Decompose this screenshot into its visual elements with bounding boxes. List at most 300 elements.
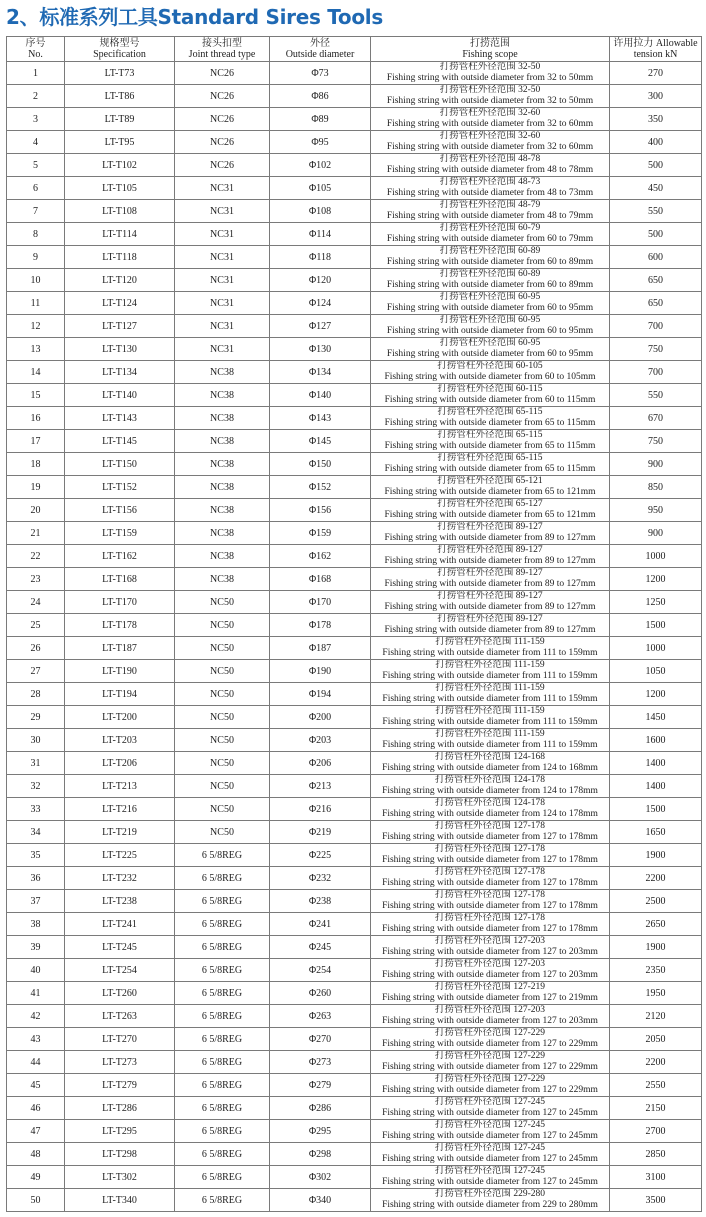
- scope-en: Fishing string with outside diameter from 127 to 203mm: [382, 970, 598, 980]
- cell-outside-diameter: Φ295: [270, 1120, 371, 1143]
- cell-specification: LT-T200: [65, 706, 175, 729]
- scope-zh: 打捞管柱外径范围 127-245: [434, 1166, 546, 1176]
- scope-zh: 打捞管柱外径范围 111-159: [435, 729, 545, 739]
- cell-outside-diameter: Φ187: [270, 637, 371, 660]
- cell-allowable-tension: 300: [610, 85, 702, 108]
- cell-outside-diameter: Φ213: [270, 775, 371, 798]
- cell-no: 9: [7, 246, 65, 269]
- scope-en: Fishing string with outside diameter from 127 to 203mm: [382, 1016, 598, 1026]
- table-row: [7, 752, 702, 775]
- cell-fishing-scope: [371, 913, 610, 936]
- cell-joint-thread: 6 5/8REG: [175, 1120, 270, 1143]
- cell-specification: LT-T118: [65, 246, 175, 269]
- cell-no: 46: [7, 1097, 65, 1120]
- table-row: [7, 798, 702, 821]
- cell-fishing-scope: [371, 223, 610, 246]
- cell-no: 17: [7, 430, 65, 453]
- cell-allowable-tension: 1000: [610, 637, 702, 660]
- cell-joint-thread: 6 5/8REG: [175, 959, 270, 982]
- scope-zh: 打捞管柱外径范围 48-78: [439, 154, 541, 164]
- cell-allowable-tension: 3100: [610, 1166, 702, 1189]
- cell-fishing-scope: [371, 1166, 610, 1189]
- table-row: [7, 729, 702, 752]
- cell-fishing-scope: [371, 1005, 610, 1028]
- cell-allowable-tension: 1500: [610, 614, 702, 637]
- cell-outside-diameter: Φ340: [270, 1189, 371, 1212]
- cell-fishing-scope: [371, 269, 610, 292]
- cell-allowable-tension: 1500: [610, 798, 702, 821]
- scope-en: Fishing string with outside diameter from 89 to 127mm: [384, 602, 596, 612]
- cell-joint-thread: NC38: [175, 384, 270, 407]
- cell-fishing-scope: [371, 1143, 610, 1166]
- cell-specification: LT-T216: [65, 798, 175, 821]
- scope-en: Fishing string with outside diameter from 229 to 280mm: [382, 1200, 598, 1210]
- cell-no: 4: [7, 131, 65, 154]
- cell-outside-diameter: Φ170: [270, 591, 371, 614]
- cell-allowable-tension: 900: [610, 453, 702, 476]
- table-header-row: [7, 37, 702, 62]
- table-row: [7, 913, 702, 936]
- table-row: [7, 200, 702, 223]
- cell-specification: LT-T298: [65, 1143, 175, 1166]
- cell-outside-diameter: Φ114: [270, 223, 371, 246]
- scope-en: Fishing string with outside diameter from 127 to 178mm: [382, 924, 598, 934]
- cell-joint-thread: NC50: [175, 775, 270, 798]
- cell-specification: LT-T270: [65, 1028, 175, 1051]
- cell-allowable-tension: 950: [610, 499, 702, 522]
- cell-allowable-tension: 750: [610, 338, 702, 361]
- scope-zh: 打捞管柱外径范围 127-229: [434, 1074, 546, 1084]
- cell-no: 3: [7, 108, 65, 131]
- cell-specification: LT-T170: [65, 591, 175, 614]
- cell-fishing-scope: [371, 154, 610, 177]
- cell-specification: LT-T254: [65, 959, 175, 982]
- cell-allowable-tension: 750: [610, 430, 702, 453]
- cell-outside-diameter: Φ178: [270, 614, 371, 637]
- cell-outside-diameter: Φ302: [270, 1166, 371, 1189]
- cell-outside-diameter: Φ73: [270, 62, 371, 85]
- cell-outside-diameter: Φ140: [270, 384, 371, 407]
- scope-en: Fishing string with outside diameter from 65 to 115mm: [384, 441, 596, 451]
- cell-no: 48: [7, 1143, 65, 1166]
- table-row: [7, 154, 702, 177]
- cell-fishing-scope: [371, 545, 610, 568]
- scope-zh: 打捞管柱外径范围 111-159: [435, 660, 545, 670]
- scope-en: Fishing string with outside diameter from 48 to 78mm: [386, 165, 594, 175]
- scope-zh: 打捞管柱外径范围 111-159: [435, 637, 545, 647]
- cell-joint-thread: NC38: [175, 545, 270, 568]
- scope-zh: 打捞管柱外径范围 48-73: [439, 177, 541, 187]
- cell-outside-diameter: Φ127: [270, 315, 371, 338]
- cell-joint-thread: NC26: [175, 108, 270, 131]
- cell-fishing-scope: [371, 591, 610, 614]
- cell-outside-diameter: Φ219: [270, 821, 371, 844]
- cell-allowable-tension: 1050: [610, 660, 702, 683]
- cell-outside-diameter: Φ225: [270, 844, 371, 867]
- scope-en: Fishing string with outside diameter from 32 to 50mm: [386, 73, 594, 83]
- cell-no: 45: [7, 1074, 65, 1097]
- scope-zh: 打捞管柱外径范围 127-178: [434, 867, 546, 877]
- cell-no: 11: [7, 292, 65, 315]
- cell-fishing-scope: [371, 315, 610, 338]
- scope-en: Fishing string with outside diameter from 65 to 115mm: [384, 464, 596, 474]
- cell-outside-diameter: Φ241: [270, 913, 371, 936]
- table-row: [7, 315, 702, 338]
- scope-zh: 打捞管柱外径范围 89-127: [437, 522, 543, 532]
- cell-joint-thread: NC38: [175, 453, 270, 476]
- table-row: [7, 430, 702, 453]
- scope-zh: 打捞管柱外径范围 111-159: [435, 706, 545, 716]
- cell-specification: LT-T127: [65, 315, 175, 338]
- cell-no: 22: [7, 545, 65, 568]
- cell-fishing-scope: [371, 85, 610, 108]
- cell-no: 26: [7, 637, 65, 660]
- scope-en: Fishing string with outside diameter from 65 to 121mm: [384, 487, 596, 497]
- scope-zh: 打捞管柱外径范围 60-95: [439, 292, 541, 302]
- cell-specification: LT-T286: [65, 1097, 175, 1120]
- table-row: [7, 1189, 702, 1212]
- cell-allowable-tension: 450: [610, 177, 702, 200]
- table-row: [7, 1120, 702, 1143]
- scope-en: Fishing string with outside diameter from 127 to 245mm: [382, 1131, 598, 1141]
- cell-joint-thread: NC50: [175, 752, 270, 775]
- scope-en: Fishing string with outside diameter from 111 to 159mm: [382, 648, 598, 658]
- cell-specification: LT-T145: [65, 430, 175, 453]
- cell-allowable-tension: 2150: [610, 1097, 702, 1120]
- cell-specification: LT-T194: [65, 683, 175, 706]
- header-allowable-tension: 许用拉力 Allowable tension kN: [610, 37, 702, 62]
- header-joint-thread: 接头扣型 Joint thread type: [175, 37, 270, 62]
- scope-zh: 打捞管柱外径范围 127-203: [434, 1005, 546, 1015]
- cell-outside-diameter: Φ206: [270, 752, 371, 775]
- scope-en: Fishing string with outside diameter from 111 to 159mm: [382, 740, 598, 750]
- cell-fishing-scope: [371, 683, 610, 706]
- cell-fishing-scope: [371, 62, 610, 85]
- cell-fishing-scope: [371, 775, 610, 798]
- scope-zh: 打捞管柱外径范围 89-127: [437, 614, 543, 624]
- cell-allowable-tension: 1250: [610, 591, 702, 614]
- scope-zh: 打捞管柱外径范围 65-127: [437, 499, 543, 509]
- cell-no: 18: [7, 453, 65, 476]
- cell-allowable-tension: 1000: [610, 545, 702, 568]
- cell-no: 44: [7, 1051, 65, 1074]
- cell-joint-thread: 6 5/8REG: [175, 1189, 270, 1212]
- table-row: [7, 844, 702, 867]
- cell-fishing-scope: [371, 706, 610, 729]
- table-row: [7, 683, 702, 706]
- table-row: [7, 637, 702, 660]
- cell-outside-diameter: Φ118: [270, 246, 371, 269]
- cell-fishing-scope: [371, 568, 610, 591]
- cell-fishing-scope: [371, 476, 610, 499]
- cell-no: 31: [7, 752, 65, 775]
- cell-specification: LT-T232: [65, 867, 175, 890]
- cell-outside-diameter: Φ105: [270, 177, 371, 200]
- scope-en: Fishing string with outside diameter from 65 to 121mm: [384, 510, 596, 520]
- scope-zh: 打捞管柱外径范围 89-127: [437, 545, 543, 555]
- cell-joint-thread: NC31: [175, 177, 270, 200]
- scope-zh: 打捞管柱外径范围 48-79: [439, 200, 541, 210]
- cell-allowable-tension: 2850: [610, 1143, 702, 1166]
- cell-specification: LT-T238: [65, 890, 175, 913]
- table-row: [7, 614, 702, 637]
- cell-allowable-tension: 850: [610, 476, 702, 499]
- cell-allowable-tension: 1200: [610, 683, 702, 706]
- scope-zh: 打捞管柱外径范围 111-159: [435, 683, 545, 693]
- cell-no: 32: [7, 775, 65, 798]
- cell-no: 8: [7, 223, 65, 246]
- cell-outside-diameter: Φ145: [270, 430, 371, 453]
- table-row: [7, 177, 702, 200]
- scope-en: Fishing string with outside diameter from 89 to 127mm: [384, 556, 596, 566]
- cell-outside-diameter: Φ270: [270, 1028, 371, 1051]
- cell-joint-thread: NC31: [175, 200, 270, 223]
- scope-zh: 打捞管柱外径范围 127-229: [434, 1051, 546, 1061]
- cell-specification: LT-T143: [65, 407, 175, 430]
- scope-en: Fishing string with outside diameter from 65 to 115mm: [384, 418, 596, 428]
- scope-en: Fishing string with outside diameter from 127 to 178mm: [382, 901, 598, 911]
- table-row: [7, 522, 702, 545]
- cell-specification: LT-T302: [65, 1166, 175, 1189]
- cell-no: 28: [7, 683, 65, 706]
- cell-outside-diameter: Φ124: [270, 292, 371, 315]
- cell-joint-thread: NC50: [175, 706, 270, 729]
- cell-fishing-scope: [371, 108, 610, 131]
- scope-zh: 打捞管柱外径范围 89-127: [437, 591, 543, 601]
- cell-outside-diameter: Φ95: [270, 131, 371, 154]
- scope-en: Fishing string with outside diameter from 48 to 73mm: [386, 188, 594, 198]
- table-row: [7, 246, 702, 269]
- cell-fishing-scope: [371, 844, 610, 867]
- cell-joint-thread: NC31: [175, 292, 270, 315]
- cell-allowable-tension: 650: [610, 269, 702, 292]
- cell-fishing-scope: [371, 1097, 610, 1120]
- cell-specification: LT-T150: [65, 453, 175, 476]
- cell-specification: LT-T178: [65, 614, 175, 637]
- cell-joint-thread: NC31: [175, 223, 270, 246]
- cell-joint-thread: NC50: [175, 683, 270, 706]
- cell-allowable-tension: 2050: [610, 1028, 702, 1051]
- scope-zh: 打捞管柱外径范围 229-280: [434, 1189, 546, 1199]
- cell-joint-thread: NC38: [175, 361, 270, 384]
- cell-no: 19: [7, 476, 65, 499]
- cell-outside-diameter: Φ168: [270, 568, 371, 591]
- scope-en: Fishing string with outside diameter from 127 to 245mm: [382, 1177, 598, 1187]
- cell-fishing-scope: [371, 821, 610, 844]
- cell-joint-thread: NC38: [175, 407, 270, 430]
- cell-outside-diameter: Φ260: [270, 982, 371, 1005]
- table-row: [7, 85, 702, 108]
- table-row: [7, 545, 702, 568]
- cell-specification: LT-T263: [65, 1005, 175, 1028]
- cell-allowable-tension: 1900: [610, 844, 702, 867]
- cell-joint-thread: NC26: [175, 62, 270, 85]
- cell-no: 23: [7, 568, 65, 591]
- cell-allowable-tension: 1900: [610, 936, 702, 959]
- cell-fishing-scope: [371, 867, 610, 890]
- cell-specification: LT-T187: [65, 637, 175, 660]
- cell-specification: LT-T120: [65, 269, 175, 292]
- cell-fishing-scope: [371, 407, 610, 430]
- cell-fishing-scope: [371, 292, 610, 315]
- cell-allowable-tension: 600: [610, 246, 702, 269]
- scope-en: Fishing string with outside diameter from 127 to 245mm: [382, 1154, 598, 1164]
- table-row: [7, 338, 702, 361]
- scope-zh: 打捞管柱外径范围 32-60: [439, 131, 541, 141]
- cell-outside-diameter: Φ263: [270, 1005, 371, 1028]
- scope-zh: 打捞管柱外径范围 65-115: [437, 453, 543, 463]
- scope-zh: 打捞管柱外径范围 60-105: [437, 361, 543, 371]
- cell-fishing-scope: [371, 660, 610, 683]
- cell-specification: LT-T130: [65, 338, 175, 361]
- scope-zh: 打捞管柱外径范围 124-178: [434, 798, 546, 808]
- scope-en: Fishing string with outside diameter from 60 to 115mm: [384, 395, 596, 405]
- cell-fishing-scope: [371, 936, 610, 959]
- table-row: [7, 108, 702, 131]
- table-row: [7, 131, 702, 154]
- cell-specification: LT-T168: [65, 568, 175, 591]
- cell-allowable-tension: 3500: [610, 1189, 702, 1212]
- cell-fishing-scope: [371, 637, 610, 660]
- cell-specification: LT-T102: [65, 154, 175, 177]
- cell-allowable-tension: 2120: [610, 1005, 702, 1028]
- scope-zh: 打捞管柱外径范围 127-178: [434, 913, 546, 923]
- scope-en: Fishing string with outside diameter from 60 to 105mm: [384, 372, 596, 382]
- scope-en: Fishing string with outside diameter from 89 to 127mm: [384, 579, 596, 589]
- cell-no: 41: [7, 982, 65, 1005]
- cell-allowable-tension: 550: [610, 200, 702, 223]
- cell-outside-diameter: Φ200: [270, 706, 371, 729]
- cell-no: 5: [7, 154, 65, 177]
- cell-joint-thread: NC50: [175, 729, 270, 752]
- cell-allowable-tension: 400: [610, 131, 702, 154]
- cell-outside-diameter: Φ86: [270, 85, 371, 108]
- cell-fishing-scope: [371, 453, 610, 476]
- cell-allowable-tension: 1400: [610, 752, 702, 775]
- cell-fishing-scope: [371, 499, 610, 522]
- cell-joint-thread: NC38: [175, 476, 270, 499]
- cell-joint-thread: NC31: [175, 246, 270, 269]
- scope-zh: 打捞管柱外径范围 60-115: [437, 384, 543, 394]
- cell-no: 7: [7, 200, 65, 223]
- cell-allowable-tension: 1650: [610, 821, 702, 844]
- cell-no: 1: [7, 62, 65, 85]
- scope-zh: 打捞管柱外径范围 60-95: [439, 315, 541, 325]
- scope-en: Fishing string with outside diameter from 32 to 50mm: [386, 96, 594, 106]
- scope-zh: 打捞管柱外径范围 127-245: [434, 1143, 546, 1153]
- cell-fishing-scope: [371, 890, 610, 913]
- cell-joint-thread: NC50: [175, 660, 270, 683]
- scope-en: Fishing string with outside diameter from 127 to 178mm: [382, 878, 598, 888]
- cell-no: 34: [7, 821, 65, 844]
- cell-specification: LT-T114: [65, 223, 175, 246]
- cell-no: 13: [7, 338, 65, 361]
- cell-allowable-tension: 900: [610, 522, 702, 545]
- header-outside-diameter: 外径 Outside diameter: [270, 37, 371, 62]
- table-row: [7, 982, 702, 1005]
- cell-outside-diameter: Φ108: [270, 200, 371, 223]
- cell-no: 12: [7, 315, 65, 338]
- table-row: [7, 361, 702, 384]
- cell-fishing-scope: [371, 614, 610, 637]
- cell-outside-diameter: Φ152: [270, 476, 371, 499]
- cell-specification: LT-T95: [65, 131, 175, 154]
- cell-fishing-scope: [371, 361, 610, 384]
- cell-no: 39: [7, 936, 65, 959]
- cell-no: 16: [7, 407, 65, 430]
- cell-allowable-tension: 500: [610, 154, 702, 177]
- scope-zh: 打捞管柱外径范围 60-89: [439, 246, 541, 256]
- scope-zh: 打捞管柱外径范围 65-115: [437, 430, 543, 440]
- scope-en: Fishing string with outside diameter from 127 to 219mm: [382, 993, 598, 1003]
- cell-fishing-scope: [371, 959, 610, 982]
- cell-specification: LT-T105: [65, 177, 175, 200]
- cell-allowable-tension: 2700: [610, 1120, 702, 1143]
- cell-no: 38: [7, 913, 65, 936]
- table-row: [7, 1097, 702, 1120]
- cell-no: 15: [7, 384, 65, 407]
- scope-en: Fishing string with outside diameter from 111 to 159mm: [382, 717, 598, 727]
- cell-outside-diameter: Φ120: [270, 269, 371, 292]
- scope-en: Fishing string with outside diameter from 127 to 229mm: [382, 1039, 598, 1049]
- cell-joint-thread: NC31: [175, 315, 270, 338]
- cell-specification: LT-T340: [65, 1189, 175, 1212]
- cell-no: 49: [7, 1166, 65, 1189]
- cell-fishing-scope: [371, 246, 610, 269]
- cell-joint-thread: NC50: [175, 614, 270, 637]
- scope-en: Fishing string with outside diameter from 111 to 159mm: [382, 694, 598, 704]
- cell-outside-diameter: Φ286: [270, 1097, 371, 1120]
- scope-en: Fishing string with outside diameter from 60 to 79mm: [386, 234, 594, 244]
- cell-fishing-scope: [371, 1120, 610, 1143]
- scope-zh: 打捞管柱外径范围 32-50: [439, 62, 541, 72]
- cell-allowable-tension: 500: [610, 223, 702, 246]
- table-row: [7, 660, 702, 683]
- cell-joint-thread: NC38: [175, 499, 270, 522]
- cell-allowable-tension: 1450: [610, 706, 702, 729]
- scope-en: Fishing string with outside diameter from 60 to 95mm: [386, 349, 594, 359]
- cell-outside-diameter: Φ134: [270, 361, 371, 384]
- cell-outside-diameter: Φ254: [270, 959, 371, 982]
- table-body: [7, 62, 702, 1212]
- cell-allowable-tension: 1400: [610, 775, 702, 798]
- scope-en: Fishing string with outside diameter from 111 to 159mm: [382, 671, 598, 681]
- scope-zh: 打捞管柱外径范围 127-245: [434, 1120, 546, 1130]
- cell-outside-diameter: Φ162: [270, 545, 371, 568]
- cell-fishing-scope: [371, 131, 610, 154]
- cell-joint-thread: 6 5/8REG: [175, 1051, 270, 1074]
- cell-fishing-scope: [371, 338, 610, 361]
- cell-joint-thread: 6 5/8REG: [175, 1028, 270, 1051]
- cell-joint-thread: 6 5/8REG: [175, 890, 270, 913]
- cell-outside-diameter: Φ232: [270, 867, 371, 890]
- scope-en: Fishing string with outside diameter from 127 to 245mm: [382, 1108, 598, 1118]
- cell-no: 30: [7, 729, 65, 752]
- table-row: [7, 1143, 702, 1166]
- cell-specification: LT-T159: [65, 522, 175, 545]
- cell-outside-diameter: Φ102: [270, 154, 371, 177]
- table-row: [7, 706, 702, 729]
- scope-en: Fishing string with outside diameter from 127 to 178mm: [382, 855, 598, 865]
- cell-joint-thread: NC26: [175, 131, 270, 154]
- table-row: [7, 292, 702, 315]
- cell-outside-diameter: Φ279: [270, 1074, 371, 1097]
- table-row: [7, 1005, 702, 1028]
- cell-specification: LT-T219: [65, 821, 175, 844]
- cell-joint-thread: NC50: [175, 821, 270, 844]
- cell-outside-diameter: Φ194: [270, 683, 371, 706]
- cell-no: 27: [7, 660, 65, 683]
